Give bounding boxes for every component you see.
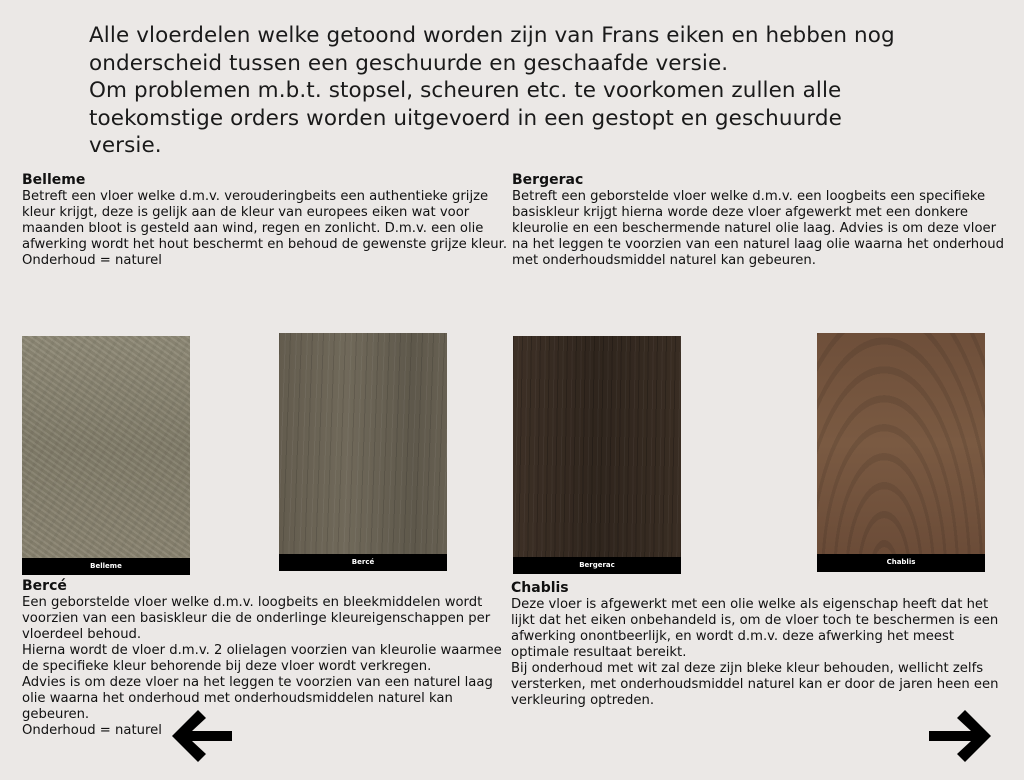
arrow-left-icon[interactable] <box>172 708 232 764</box>
section-title: Belleme <box>22 172 86 188</box>
intro-text: Alle vloerdelen welke getoond worden zijn van Frans eiken en hebben nog onderscheid tussen een geschuurde en geschaafde versie. Om problemen m.b.t. stopsel, scheuren etc. te voorkomen zullen alle toekomstige orders worden uitgevoerd in een gestopt en geschuurde versie. <box>89 23 895 158</box>
swatch-belleme <box>22 336 190 575</box>
section-chablis <box>511 580 1021 709</box>
section-description: Deze vloer is afgewerkt met een olie welke als eigenschap heeft dat het lijkt dat het eiken onbehandeld is, om de vloer toch te beschermen is een afwerking onontbeerlijk, en wordt d.m.v. deze afwerking het meest optimale resultaat bereikt. Bij onderhoud met wit zal deze zijn bleke kleur behouden, wellicht zelfs versterken, met onderhoudsmiddel naturel kan er door de jaren heen een verkleuring optreden. <box>511 597 999 708</box>
section-description: Betreft een vloer welke d.m.v. verouderingbeits een authentieke grijze kleur krijgt, deze is gelijk aan de kleur van europees eiken wat voor maanden bloot is gesteld aan wind, regen en zonlicht. D.m.v. een olie afwerking wordt het hout beschermt en behoud de gewenste grijze kleur. Onderhoud = naturel <box>22 189 508 268</box>
section-bergerac <box>512 172 1017 269</box>
section-description: Betreft een geborstelde vloer welke d.m.v. een loogbeits een specifieke basiskleur krijgt hierna worde deze vloer afgewerkt met een donkere kleurolie en een beschermende naturel olie laag. Advies is om deze vloer na het leggen te voorzien van een naturel laag olie waarna het onderhoud met onderhoudsmiddel naturel kan gebeuren. <box>512 189 1004 268</box>
section-title: Chablis <box>511 580 569 596</box>
section-title: Bergerac <box>512 172 584 188</box>
arrow-right-icon[interactable] <box>929 708 991 764</box>
wood-sample-image <box>279 333 447 554</box>
swatch-chablis <box>817 333 985 572</box>
swatch-caption: Bergerac <box>513 557 681 574</box>
section-description: Een geborstelde vloer welke d.m.v. loogbeits en bleekmiddelen wordt voorzien van een basiskleur die de onderlinge kleureigenschappen per vloerdeel behoud. Hierna wordt de vloer d.m.v. 2 olielagen voorzien van kleurolie waarmee de specifieke kleur behorende bij deze vloer wordt verkregen. Advies is om deze vloer na het leggen te voorzien van een naturel laag olie waarna het onderhoud met onderhoudsmiddelen naturel kan gebeuren. Onderhoud = naturel <box>22 595 502 738</box>
swatch-caption: Bercé <box>279 554 447 571</box>
swatch-caption: Chablis <box>817 554 985 572</box>
swatch-caption: Belleme <box>22 558 190 575</box>
swatch-bergerac <box>513 336 681 574</box>
wood-sample-image <box>22 336 190 558</box>
wood-sample-image <box>513 336 681 557</box>
section-berce <box>22 578 502 739</box>
section-belleme <box>22 172 522 269</box>
swatch-berce <box>279 333 447 571</box>
wood-sample-image <box>817 333 985 554</box>
section-title: Bercé <box>22 578 67 594</box>
